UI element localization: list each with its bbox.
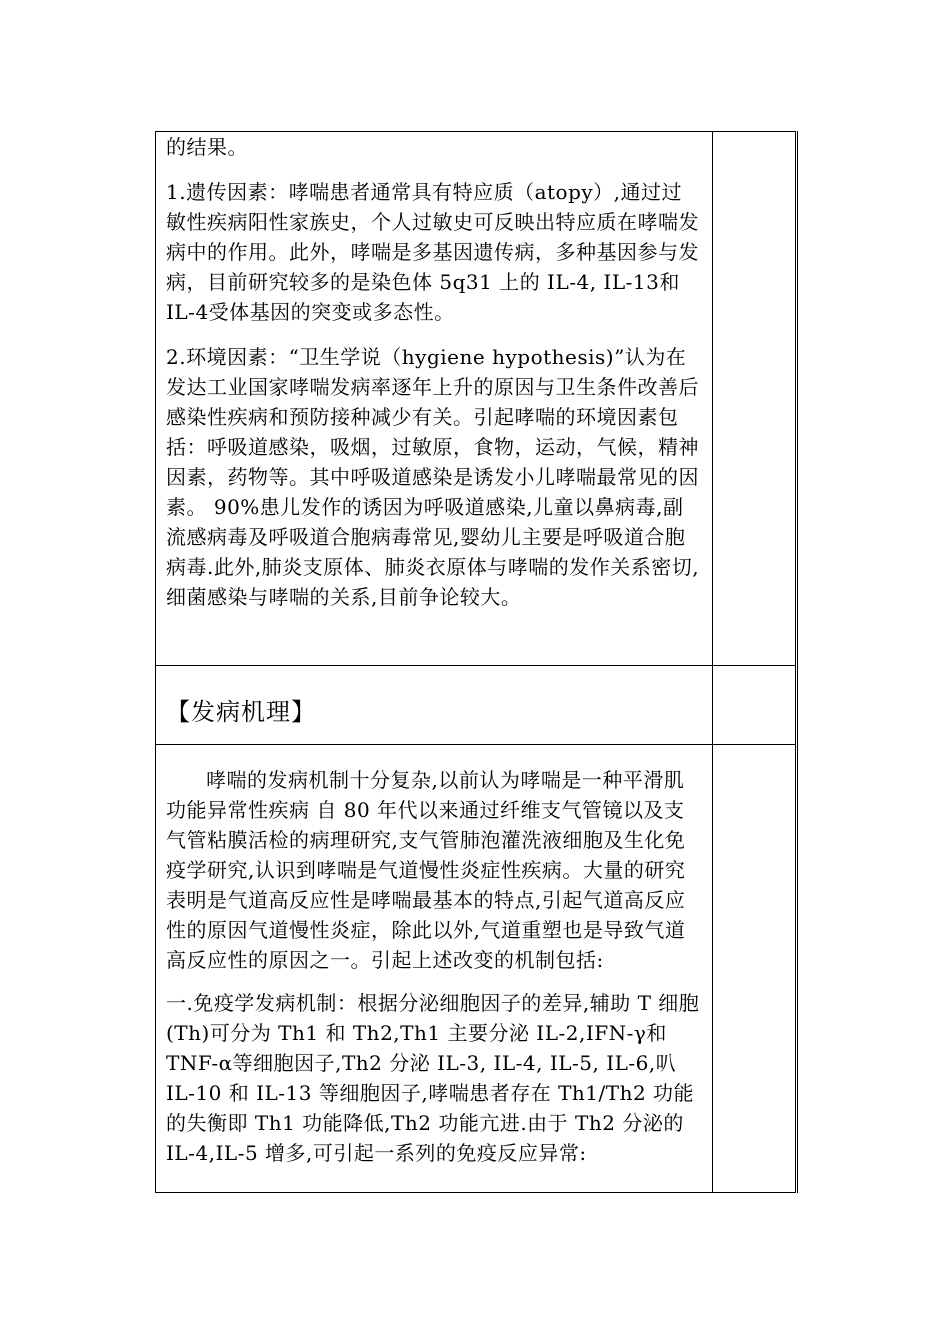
content-cell bbox=[156, 132, 713, 666]
section-heading: 【发病机理】 bbox=[166, 698, 316, 726]
table-row-etiology bbox=[156, 132, 797, 666]
table-row-heading bbox=[156, 666, 797, 745]
table-row-pathogenesis bbox=[156, 745, 797, 1193]
side-cell bbox=[713, 745, 797, 1193]
paragraph-continuation: 的结果。 bbox=[166, 135, 248, 159]
side-cell bbox=[713, 132, 797, 666]
paragraph-pathogenesis-intro: 哮喘的发病机制十分复杂,以前认为哮喘是一种平滑肌功能异常性疾病 自 80 年代以来通过纤维支气管镜以及支气管粘膜活检的病理研究,支气管肺泡灌洗液细胞及生化免疫学研究,认识到哮喘是气道慢性炎症性疾病。大量的研究表明是气道高反应性是哮喘最基本的特点,引起气道高反应性的原因气道慢性炎症，除此以外,气道重塑也是导致气道高反应性的原因之一。引起上述改变的机制包括: bbox=[166, 768, 686, 972]
paragraph-genetic-factors: 1.遗传因素：哮喘患者通常具有特应质（atopy）,通过过敏性疾病阳性家族史，个人过敏史可反映出特应质在哮喘发病中的作用。此外，哮喘是多基因遗传病，多种基因参与发病，目前研究较多的是染色体 5q31 上的 IL-4, IL-13和 IL-4受体基因的突变或多态性。 bbox=[166, 180, 699, 324]
document-table bbox=[155, 131, 798, 1193]
cell-text bbox=[156, 132, 712, 612]
paragraph-immunology: 一.免疫学发病机制：根据分泌细胞因子的差异,辅助 T 细胞(Th)可分为 Th1 和 Th2,Th1 主要分泌 IL-2,IFN-γ和 TNF-α等细胞因子,Th2 分泌 IL-3, IL-4, IL-5, IL-6,叭 IL-10 和 IL-13 等细胞因子,哮喘患者存在 Th1/Th2 功能的失衡即 Th1 功能降低,Th2 功能亢进.由于 Th2 分泌的 IL-4,IL-5 增多,可引起一系列的免疫反应异常: bbox=[166, 991, 700, 1165]
side-cell bbox=[713, 666, 797, 745]
cell-text bbox=[156, 745, 712, 1168]
heading-cell bbox=[156, 666, 713, 745]
content-cell bbox=[156, 745, 713, 1193]
paragraph-environmental-factors: 2.环境因素：“卫生学说（hygiene hypothesis)”认为在发达工业国家哮喘发病率逐年上升的原因与卫生条件改善后感染性疾病和预防接种减少有关。引起哮喘的环境因素包括：呼吸道感染，吸烟，过敏原，食物，运动，气候，精神因素，药物等。其中呼吸道感染是诱发小儿哮喘最常见的因素。 90%患儿发作的诱因为呼吸道感染,儿童以鼻病毒,副流感病毒及呼吸道合胞病毒常见,婴幼儿主要是呼吸道合胞病毒.此外,肺炎支原体、肺炎衣原体与哮喘的发作关系密切,细菌感染与哮喘的关系,目前争论较大。 bbox=[166, 345, 700, 609]
